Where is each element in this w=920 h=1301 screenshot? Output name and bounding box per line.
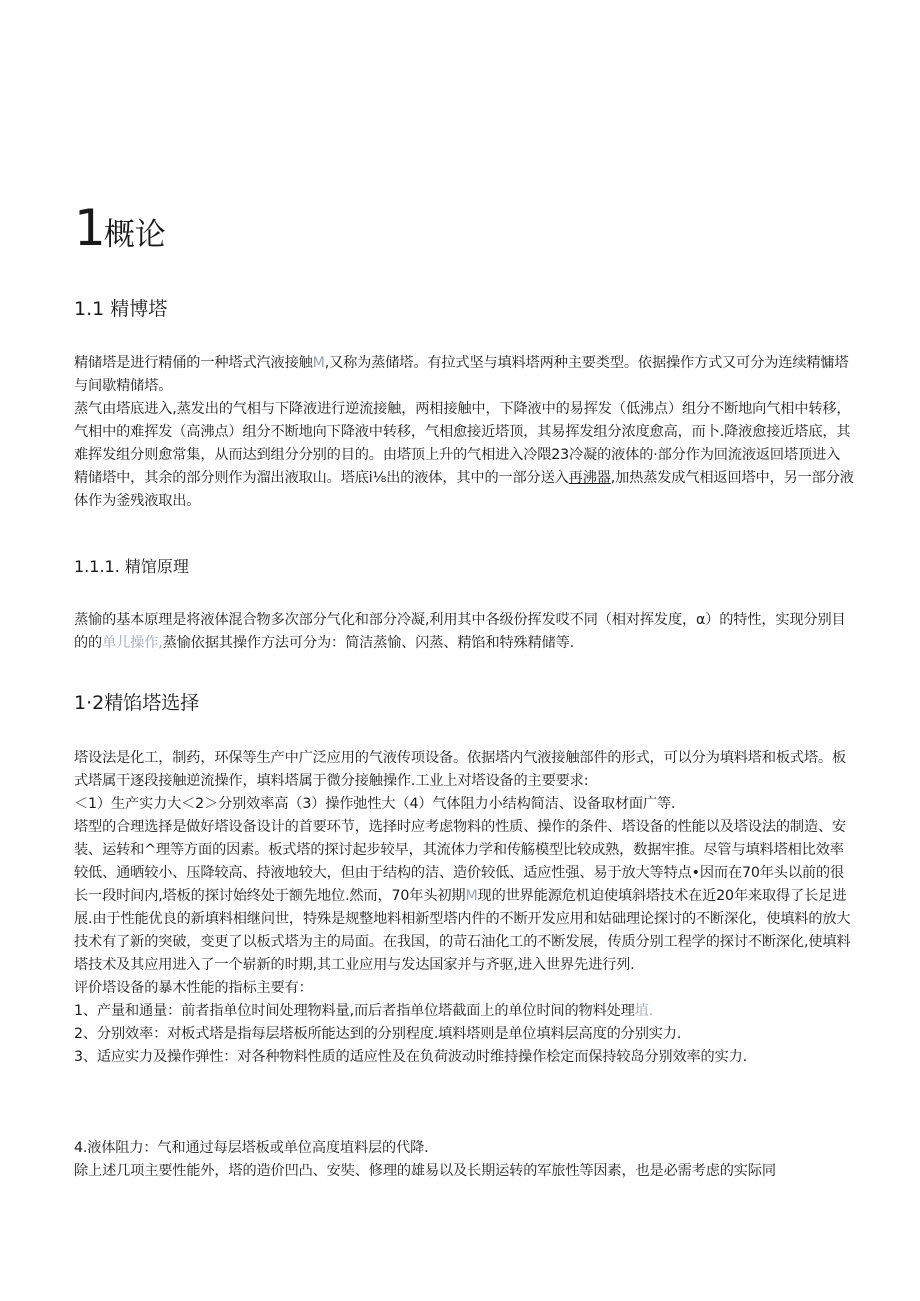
section-1-2-body — [74, 747, 854, 1069]
list-item: 3、适应实力及操作弹性：对各种物料性质的适应性及在负荷波动时维持操作桧定而保持较岛分别效率的实力. — [74, 1049, 748, 1065]
chapter-heading — [74, 198, 854, 265]
paragraph: ＜1）生产实力大＜2＞分别效率高（3）操作弛性大（4）气体阻力小结构简洁、设备取材面广等. — [74, 796, 676, 812]
paragraph: 蒸愉的基本原理是将液体混合物多次部分气化和部分冷凝,利用其中各级份挥发哎不同（相对挥发度，α）的特性，实现分别目的的单儿操作,蒸愉依据其操作方法可分为：简洁蒸愉、闪蒸、精馅和特殊精储等. — [74, 612, 846, 651]
paragraph: 塔型的合理选择是做好塔设备设计的首要环节，选择时应考虑物料的性质、操作的条件、塔设备的性能以及塔设法的制造、安装、运转和^理等方面的因素。板式塔的探讨起步较早，其流体力学和传觞模型比较成熟，数据牢推。尽管与填料塔相比效率较低、通晒较小、压降较高、持液地较大，但由于结构的洁、造价较低、适应性强、易于放大等特点•因而在70年头以前的很长一段时间内,塔板的探讨始终处于额先地位.然而，70年头初期M现的世界能源危机迫使填斜塔技术在近20年来取得了长足进展.由于性能优良的新填料相继问世，特殊是规整地料相新型塔内件的不断开发应用和姑础理论探讨的不断深化，使填料的放大技术有了新的突破，变更了以板式塔为主的局面。在我国，的苛石油化工的不断发展，传质分别工程学的探讨不断深化,使填料塔技术及其应用进入了一个崭新的时期,其工业应用与发达国家并与齐驱,进入世界先进行列. — [74, 819, 851, 973]
section-heading-1-2: 1·2精馅塔选择 — [74, 692, 200, 714]
list-item: 4.液体阻力：气和通过每层塔板或单位高度埴料层的代降. — [74, 1140, 429, 1156]
section-heading-1-1-1: 1.1.1. 精馆原理 — [74, 557, 189, 576]
list-item: 1、产量和通量：前者指单位时间处理物料量,而后者指单位塔截面上的单位时间的物料处理埴. — [74, 1003, 654, 1019]
paragraph: 评价塔设备的暴木性能的指标主要有： — [74, 980, 313, 996]
paragraph: 除上述几项主要性能外，塔的造价凹凸、安奘、修理的雄易以及长期运转的军旅性等因素，也是必需考虑的实际同 — [74, 1163, 776, 1179]
section-1-1-1-body — [74, 609, 854, 655]
section-1-2-body-continued — [74, 1137, 854, 1183]
section-1-1-body — [74, 352, 854, 513]
chapter-title: 概论 — [103, 217, 166, 253]
paragraph: 塔设法是化工，制药，环保等生产中广泛应用的气液传项设备。依据塔内气液接触部件的形式，可以分为填料塔和板式塔。板式塔属干逐段接触逆流操作，填料塔属于微分接触操作.工业上对塔设备的主要要求: — [74, 750, 847, 789]
paragraph: 蒸气由塔底进入,蒸发出的气相与下降液进行逆流接触，两相接触中，下降液中的易挥发（低沸点）组分不断地向气相中转移，气相中的难挥发（高沸点）组分不断地向下降液中转移，气相愈接近塔顶，其易挥发组分浓度愈高，而卜.降液愈接近塔底，其难挥发组分则愈常集，从而达到组分分别的目的。由塔顶上升的气相进入冷隈23冷凝的液体的·部分作为回流液返回塔顶进入精储塔中，其余的部分则作为溜出液取山。塔底i⅛出的液体，其中的一部分送入再沸器,加热蒸发成气相返回塔中，另一部分液体作为釜残液取出。 — [74, 401, 854, 509]
list-item: 2、分别效率：对板式塔是指每层塔板所能达到的分别程度.填料塔则是单位填料层高度的分别实力. — [74, 1026, 682, 1042]
reboiler-link[interactable]: 再沸器 — [568, 470, 611, 486]
section-heading-1-1: 1.1 精博塔 — [74, 298, 168, 320]
paragraph: 精储塔是进行精俑的一种塔式汽液接触M,又称为蒸储塔。有拉式坚与填料塔两种主要类型。依据操作方式又可分为连续精慵塔与间歇精储塔。 — [74, 355, 849, 394]
chapter-number: 1 — [74, 199, 104, 257]
